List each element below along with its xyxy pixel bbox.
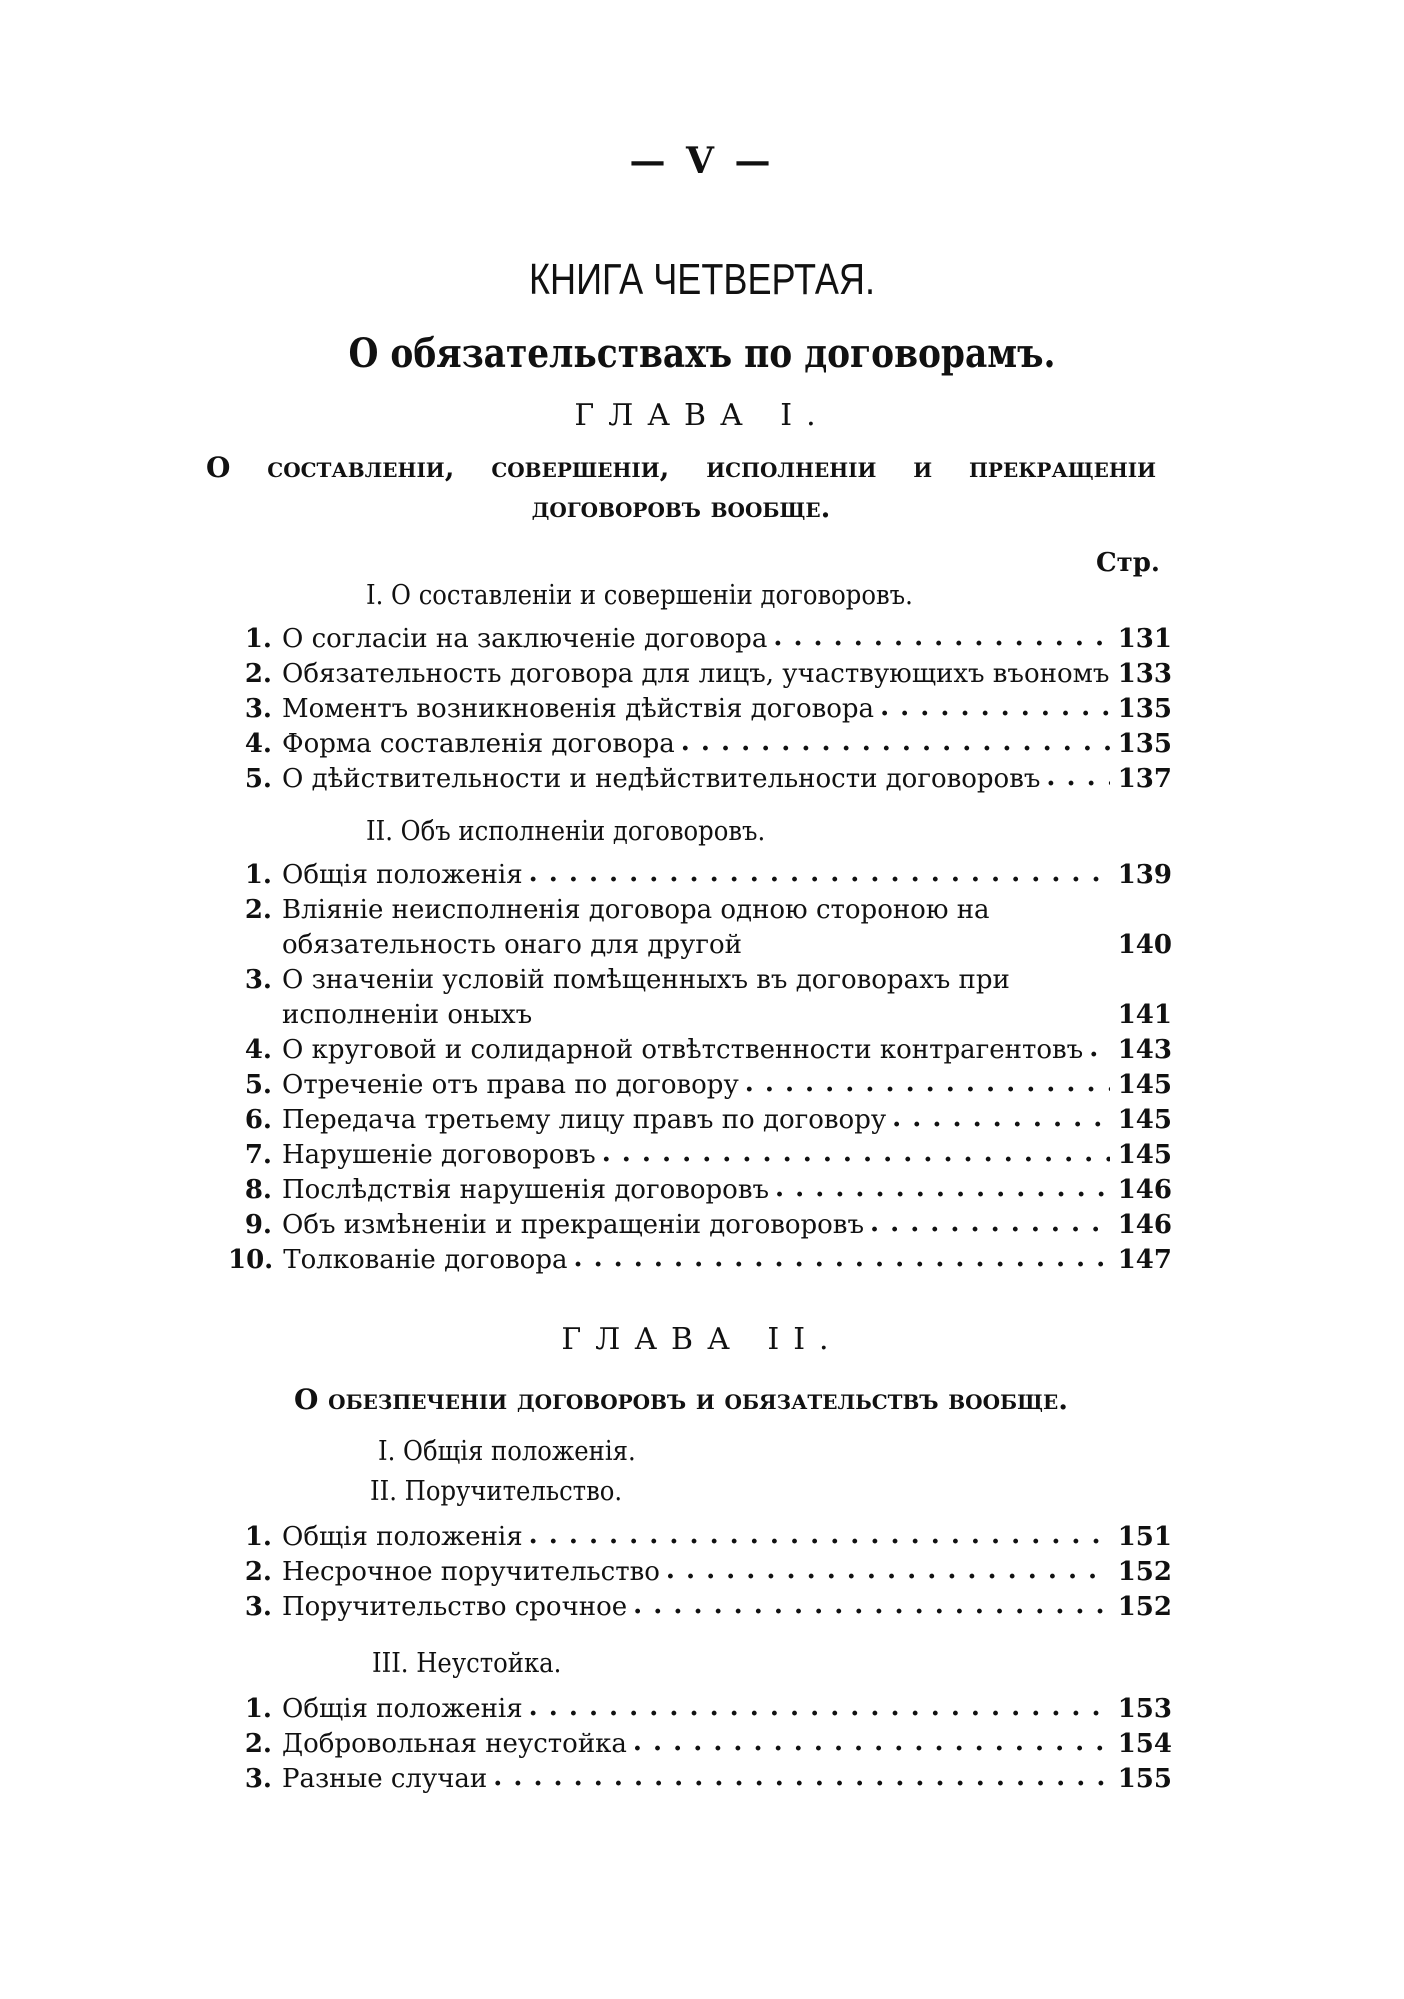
toc-entry [228,657,1172,692]
entry-page: 146 [1117,1210,1172,1240]
entry-page: 152 [1117,1592,1172,1622]
toc-entry [228,1692,1172,1727]
entry-page: 147 [1117,1245,1172,1275]
entry-number: 3. [244,1764,272,1794]
entry-number: 1. [244,860,272,890]
entry-title: Форма составленія договора [282,729,675,759]
toc-entry [228,1555,1172,1590]
chapter-title: О составленіи, совершеніи, исполненіи и прекращеніи договоровъ вообще. [206,451,1156,524]
entry-page: 137 [1117,764,1172,794]
entry-title: Моментъ возникновенія дѣйствія договора [282,694,875,724]
toc-list [228,858,1172,1278]
entry-page: 133 [1117,659,1172,689]
dot-leader [773,622,1110,646]
section-heading: II. Объ исполненіи договоровъ. [366,816,766,847]
toc-entry [228,1138,1172,1173]
entry-title: О круговой и солидарной отвѣтственности контрагентовъ [282,1035,1084,1065]
entry-title: Объ измѣненіи и прекращеніи договоровъ [282,1210,864,1240]
entry-page: 146 [1117,1175,1172,1205]
toc-entry [228,622,1172,657]
entry-page: 135 [1117,694,1172,724]
entry-number: 7. [244,1140,272,1170]
dot-leader [880,692,1110,716]
entry-number: 4. [244,1035,272,1065]
entry-title: О дѣйствительности и недѣйствительности договоровъ [282,764,1041,794]
entry-page: 151 [1117,1522,1172,1552]
entry-number: 1. [244,1522,272,1552]
toc-entry [228,1103,1172,1138]
entry-title: Передача третьему лицу правъ по договору [282,1105,887,1135]
entry-number: 3. [244,694,272,724]
entry-page: 135 [1117,729,1172,759]
entry-number: 9. [244,1210,272,1240]
entry-page: 141 [1117,1000,1172,1030]
toc-entry [228,692,1172,727]
entry-title: Послѣдствія нарушенія договоровъ [282,1175,770,1205]
entry-title: Несрочное поручительство [282,1557,660,1587]
toc-entry [228,858,1172,893]
section-heading: III. Неустойка. [372,1648,562,1679]
entry-title: Поручительство срочное [282,1592,628,1622]
section-heading: II. Поручительство. [370,1476,623,1507]
toc-entry [228,893,1172,963]
book-subtitle: О обязательствахъ по договорамъ. [348,330,1056,377]
chapter-heading: ГЛАВА II. [561,1322,843,1357]
dot-leader [1046,762,1110,786]
toc-entry [228,963,1172,1033]
toc-list [228,1520,1172,1625]
entry-page: 140 [1117,930,1172,960]
entry-title: О согласіи на заключеніе договора [282,624,768,654]
entry-number: 8. [244,1175,272,1205]
entry-number: 3. [244,1592,272,1622]
toc-entry [228,1173,1172,1208]
entry-number: 2. [244,1729,272,1759]
toc-entry [228,1068,1172,1103]
dot-leader [573,1243,1110,1267]
dot-leader [529,858,1110,882]
toc-entry [228,727,1172,762]
book-title: КНИГА ЧЕТВЕРТАЯ. [529,255,875,304]
dot-leader [745,1068,1110,1092]
dot-leader [870,1208,1110,1232]
section-heading: I. О составленіи и совершеніи договоровъ. [366,580,913,611]
entry-title: Добровольная неустойка [282,1729,627,1759]
toc-list [228,1692,1172,1797]
toc-list [228,622,1172,797]
entry-number: 1. [244,1694,272,1724]
section-heading: I. Общія положенія. [378,1436,636,1467]
entry-page: 153 [1117,1694,1172,1724]
toc-entry [228,1243,1172,1278]
entry-title: Толкованіе договора [283,1245,568,1275]
chapter-heading: ГЛАВА I. [574,398,830,433]
entry-title: Обязательность договора для лицъ, участвующихъ въономъ [282,659,1110,689]
dot-leader [666,1555,1110,1579]
entry-title: О значеніи условій помѣщенныхъ въ договорахъ при исполненіи оныхъ [282,965,1010,1030]
dot-leader [529,1692,1110,1716]
entry-number: 2. [244,659,272,689]
dot-leader [602,1138,1110,1162]
page-column-label: Стр. [1095,548,1160,578]
entry-number: 6. [244,1105,272,1135]
entry-number: 10. [228,1245,274,1275]
entry-number: 5. [244,1070,272,1100]
entry-page: 152 [1117,1557,1172,1587]
toc-entry [228,1762,1172,1797]
entry-number: 5. [244,764,272,794]
entry-title: Вліяніе неисполненія договора одною стороною на обязательность онаго для другой [282,895,990,960]
dot-leader [892,1103,1110,1127]
entry-title: Общія положенія [282,860,523,890]
dot-leader [633,1590,1110,1614]
entry-number: 4. [244,729,272,759]
toc-entry [228,1590,1172,1625]
dot-leader [493,1762,1110,1786]
page-number: — V — [629,140,775,182]
entry-title: Отреченіе отъ права по договору [282,1070,739,1100]
dot-leader [529,1520,1110,1544]
entry-title: Общія положенія [282,1522,523,1552]
entry-page: 145 [1117,1140,1172,1170]
entry-page: 131 [1117,624,1172,654]
entry-number: 2. [244,895,272,925]
toc-entry [228,1208,1172,1243]
dot-leader [633,1727,1110,1751]
toc-entry [228,1033,1172,1068]
entry-number: 2. [244,1557,272,1587]
toc-entry [228,1520,1172,1555]
entry-page: 155 [1117,1764,1172,1794]
entry-title: Общія положенія [282,1694,523,1724]
entry-page: 139 [1117,860,1172,890]
entry-number: 3. [244,965,272,995]
toc-entry [228,762,1172,797]
dot-leader [1089,1033,1110,1057]
dot-leader [775,1173,1110,1197]
entry-title: Нарушеніе договоровъ [282,1140,596,1170]
entry-title: Разные случаи [282,1764,488,1794]
entry-page: 143 [1117,1035,1172,1065]
toc-entry [228,1727,1172,1762]
entry-page: 145 [1117,1070,1172,1100]
dot-leader [681,727,1110,751]
entry-page: 145 [1117,1105,1172,1135]
entry-page: 154 [1117,1729,1172,1759]
chapter-title: О обезпеченіи договоровъ и обязательствъ вообще. [294,1383,1068,1416]
entry-number: 1. [244,624,272,654]
